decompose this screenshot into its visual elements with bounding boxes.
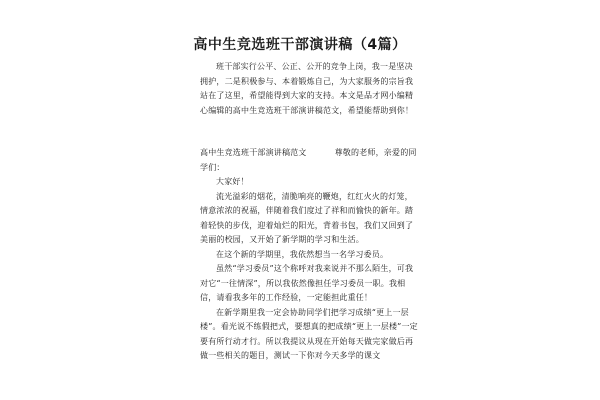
speech-heading (200, 146, 418, 175)
section-title: 高中生竞选班干部演讲稿范文 (200, 148, 307, 157)
paragraph: 虽然“学习委员”这个称呼对我来说并不那么陌生，可我对它“一往情深”，所以我依然像担任学习委员一职。我相信，请看我多年的工作经验，一定能担此重任！ (200, 264, 414, 302)
intro-block (200, 60, 418, 118)
greeting: 尊敬的老师，亲爱的同学们： (200, 148, 417, 172)
paragraph: 在新学期里我一定会协助同学们把学习成绩“更上一层楼”。看光说不练假把式，要想真的把成绩“更上一层楼”一定要有所行动才行。所以我提议从现在开始每天做完家做后再做一些相关的题目，测试一下你对今天多学的课文 (200, 307, 418, 360)
paragraph: 流光溢彩的烟花，清脆响亮的鞭炮，红红火火的灯笼，情意浓浓的祝福，伴随着我们度过了祥和而愉快的新年。踏着轻快的步伐，迎着灿烂的阳光，背着书包，我们又回到了美丽的校园，又开始了新学期的学习和生活。 (200, 191, 414, 244)
intro-paragraph: 班干部实行公平、公正、公开的竞争上岗，我一是坚决拥护，二是积极参与、本着锻炼自己，为大家服务的宗旨我站在了这里，希望能得到大家的支持。本文是品才网小编精心编辑的高中生竞选班干部演讲稿范文，希望能帮助到你！ (200, 62, 414, 115)
paragraph: 大家好！ (216, 177, 249, 186)
speech-block (200, 146, 418, 364)
paragraph: 在这个新的学期里，我依然想当一名学习委员。 (216, 249, 389, 259)
document-title: 高中生竞选班干部演讲稿（4篇） (193, 37, 407, 53)
